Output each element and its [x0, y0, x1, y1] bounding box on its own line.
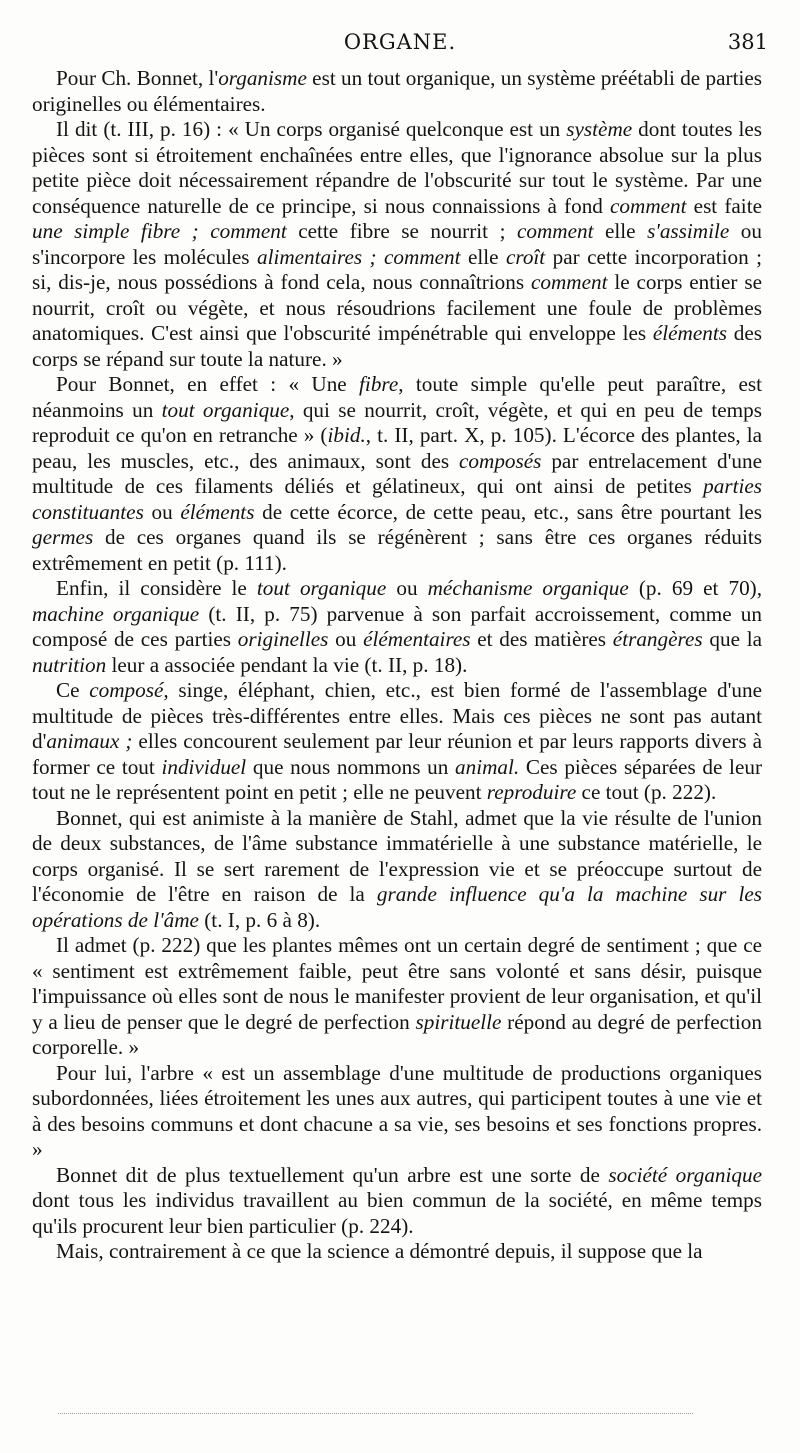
paragraph: [32, 117, 762, 372]
text-run: ou: [386, 576, 428, 600]
text-run: (p. 69 et 70),: [628, 576, 763, 600]
paragraph: [32, 1061, 762, 1163]
text-run: (t. II, p. 75) parvenue à son parfait accroissement, comme un composé de ces parties: [32, 601, 762, 651]
italic-run: s'assimile: [647, 219, 730, 243]
italic-run: parties constituantes: [32, 474, 762, 524]
text-run: Pour Bonnet, en effet : « Une: [56, 372, 360, 396]
text-run: Pour Ch. Bonnet, l': [56, 66, 219, 90]
text-run: Ce: [56, 678, 90, 702]
italic-run: individuel: [161, 754, 247, 779]
paragraph: [32, 372, 762, 576]
italic-run: composé: [89, 678, 164, 702]
text-run: cette fibre se nourrit ;: [286, 219, 517, 243]
text-run: , t. II, part. X, p. 105). L'écorce des plantes, la peau, les muscles, etc., des animaux, sont des: [32, 423, 762, 473]
body-text: [32, 66, 762, 1265]
italic-run: alimentaires ; comment: [256, 244, 461, 269]
text-run: , singe, éléphant, chien, etc., est bien formé de l'assemblage d'une multitude de pièces très-différentes entre elles. Mais ces pièces ne sont pas autant d': [32, 678, 762, 753]
text-run: et des matières: [470, 627, 613, 651]
italic-run: une simple fibre ; comment: [32, 219, 287, 243]
text-run: Mais, contrairement à ce que la science a démontré depuis, il suppose que la: [56, 1239, 703, 1263]
text-run: le corps entier se nourrit, croît ou végète, et nous résoudrions facilement une foule de problèmes anatomiques. C'est ainsi que l'obscurité impénétrable qui enveloppe les: [32, 270, 762, 345]
text-run: par entrelacement d'une multitude de ces filaments déliés et gélatineux, qui ont ainsi de petites: [32, 448, 762, 498]
text-run: par cette incorporation ; si, dis-je, nous possédions à fond cela, nous connaîtrions: [32, 244, 762, 294]
text-run: ce tout (p. 222).: [576, 780, 717, 804]
paragraph: [32, 1239, 762, 1265]
italic-run: comment: [516, 219, 594, 243]
paragraph: [32, 806, 762, 934]
page-number: 381: [727, 30, 768, 54]
text-run: Il dit (t. III, p. 16) : « Un corps organisé quelconque est un: [56, 117, 567, 141]
running-title: ORGANE.: [343, 30, 457, 54]
text-run: que la: [702, 627, 762, 651]
italic-run: système: [566, 117, 633, 141]
text-run: , qui se nourrit, croît, végète, et qui en peu de temps reproduit ce qu'on en retranche » (: [32, 397, 762, 447]
text-run: Bonnet dit de plus textuellement qu'un arbre est une sorte de: [56, 1162, 609, 1187]
italic-run: composés: [459, 448, 542, 473]
italic-run: comment: [530, 270, 608, 294]
text-run: Bonnet, qui est animiste à la manière de Stahl, admet que la vie résulte de l'union de deux substances, de l'âme substance immatérielle à une substance matérielle, le corps organisé. Il se sert rarement de l'expression vie et se préoccupe surtout de l'économie de l'être en raison de la: [32, 805, 762, 906]
italic-run: tout organique: [161, 397, 290, 422]
italic-run: reproduire: [486, 780, 577, 804]
text-run: , toute simple qu'elle peut paraître, est néanmoins un: [32, 372, 763, 422]
footer-dotted-rule: [58, 1413, 693, 1414]
text-run: de ces organes quand ils se régénèrent ; sans être ces organes réduits extrêmement en petit (p. 111).: [32, 525, 762, 575]
italic-run: éléments: [652, 321, 727, 345]
text-run: Il admet (p. 222) que les plantes mêmes ont un certain degré de sentiment ; que ce « sentiment est extrêmement faible, peut être sans volonté et sans désir, puisque l'impuissance où elles sont de nous le manifester provient de leur organisation, et qu'il y a lieu de penser que le degré de perfection: [32, 933, 762, 1034]
text-run: elle: [460, 244, 506, 269]
italic-run: comment: [610, 193, 687, 218]
text-run: elles concourent seulement par leur réunion et par leurs rapports divers à former ce tout: [32, 729, 762, 779]
italic-run: animaux ;: [46, 729, 133, 753]
italic-run: nutrition: [32, 652, 107, 677]
italic-run: originelles: [237, 627, 329, 651]
text-run: (t. I, p. 6 à 8).: [198, 907, 321, 932]
text-run: que nous nommons un: [246, 754, 456, 779]
italic-run: grande influence qu'a la machine sur les opérations de l'âme: [32, 882, 762, 932]
italic-run: élémentaires: [363, 627, 471, 651]
paragraph: [32, 933, 762, 1061]
italic-run: fibre: [359, 372, 399, 396]
italic-run: étrangères: [612, 627, 703, 651]
italic-run: animal.: [455, 754, 520, 779]
paragraph: [32, 66, 762, 117]
text-run: répond au degré de perfection corporelle. »: [32, 1009, 762, 1059]
text-run: ou: [143, 499, 181, 524]
text-run: elle: [593, 219, 648, 243]
text-run: Pour lui, l'arbre « est un assemblage d'une multitude de productions organiques subordonnées, liées étroitement les unes aux autres, qui participent toutes à une vie et à des besoins communs et dont chacune a sa vie, ses besoins et ses fonctions propres. »: [32, 1060, 762, 1161]
text-run: Ces pièces séparées de leur tout ne le représentent point en petit ; elle ne peuvent: [32, 754, 762, 804]
italic-run: germes: [32, 525, 94, 549]
text-run: est faite: [686, 193, 762, 218]
paragraph: [32, 678, 762, 806]
paragraph: [32, 576, 762, 678]
italic-run: société organique: [608, 1162, 762, 1187]
italic-run: ibid.: [327, 423, 366, 447]
italic-run: méchanisme organique: [427, 576, 629, 600]
text-run: des corps se répand sur toute la nature. »: [32, 321, 762, 371]
italic-run: croît: [505, 244, 546, 269]
text-run: dont tous les individus travaillent au bien commun de la société, en même temps qu'ils procurent leur bien particulier (p. 224).: [32, 1188, 762, 1238]
text-run: ou: [328, 627, 364, 651]
italic-run: tout organique: [256, 576, 387, 600]
italic-run: éléments: [180, 499, 255, 524]
text-run: leur a associée pendant la vie (t. II, p. 18).: [106, 652, 468, 677]
italic-run: machine organique: [32, 601, 200, 626]
text-run: est un tout organique, un système préétabli de parties originelles ou élémentaires.: [32, 66, 762, 116]
italic-run: spirituelle: [415, 1009, 502, 1034]
text-run: ou s'incorpore les molécules: [32, 219, 762, 269]
italic-run: organisme: [218, 66, 307, 90]
page-header: [0, 30, 800, 60]
text-run: Enfin, il considère le: [56, 576, 257, 600]
text-run: dont toutes les pièces sont si étroitement enchaînées entre elles, que l'ignorance absolue sur la plus petite pièce doit nécessairement répandre de l'obscurité sur tout le système. Par une conséquence naturelle de ce principe, si nous connaissions à fond: [32, 117, 762, 218]
paragraph: [32, 1163, 762, 1240]
text-run: de cette écorce, de cette peau, etc., sans être pourtant les: [254, 499, 763, 524]
